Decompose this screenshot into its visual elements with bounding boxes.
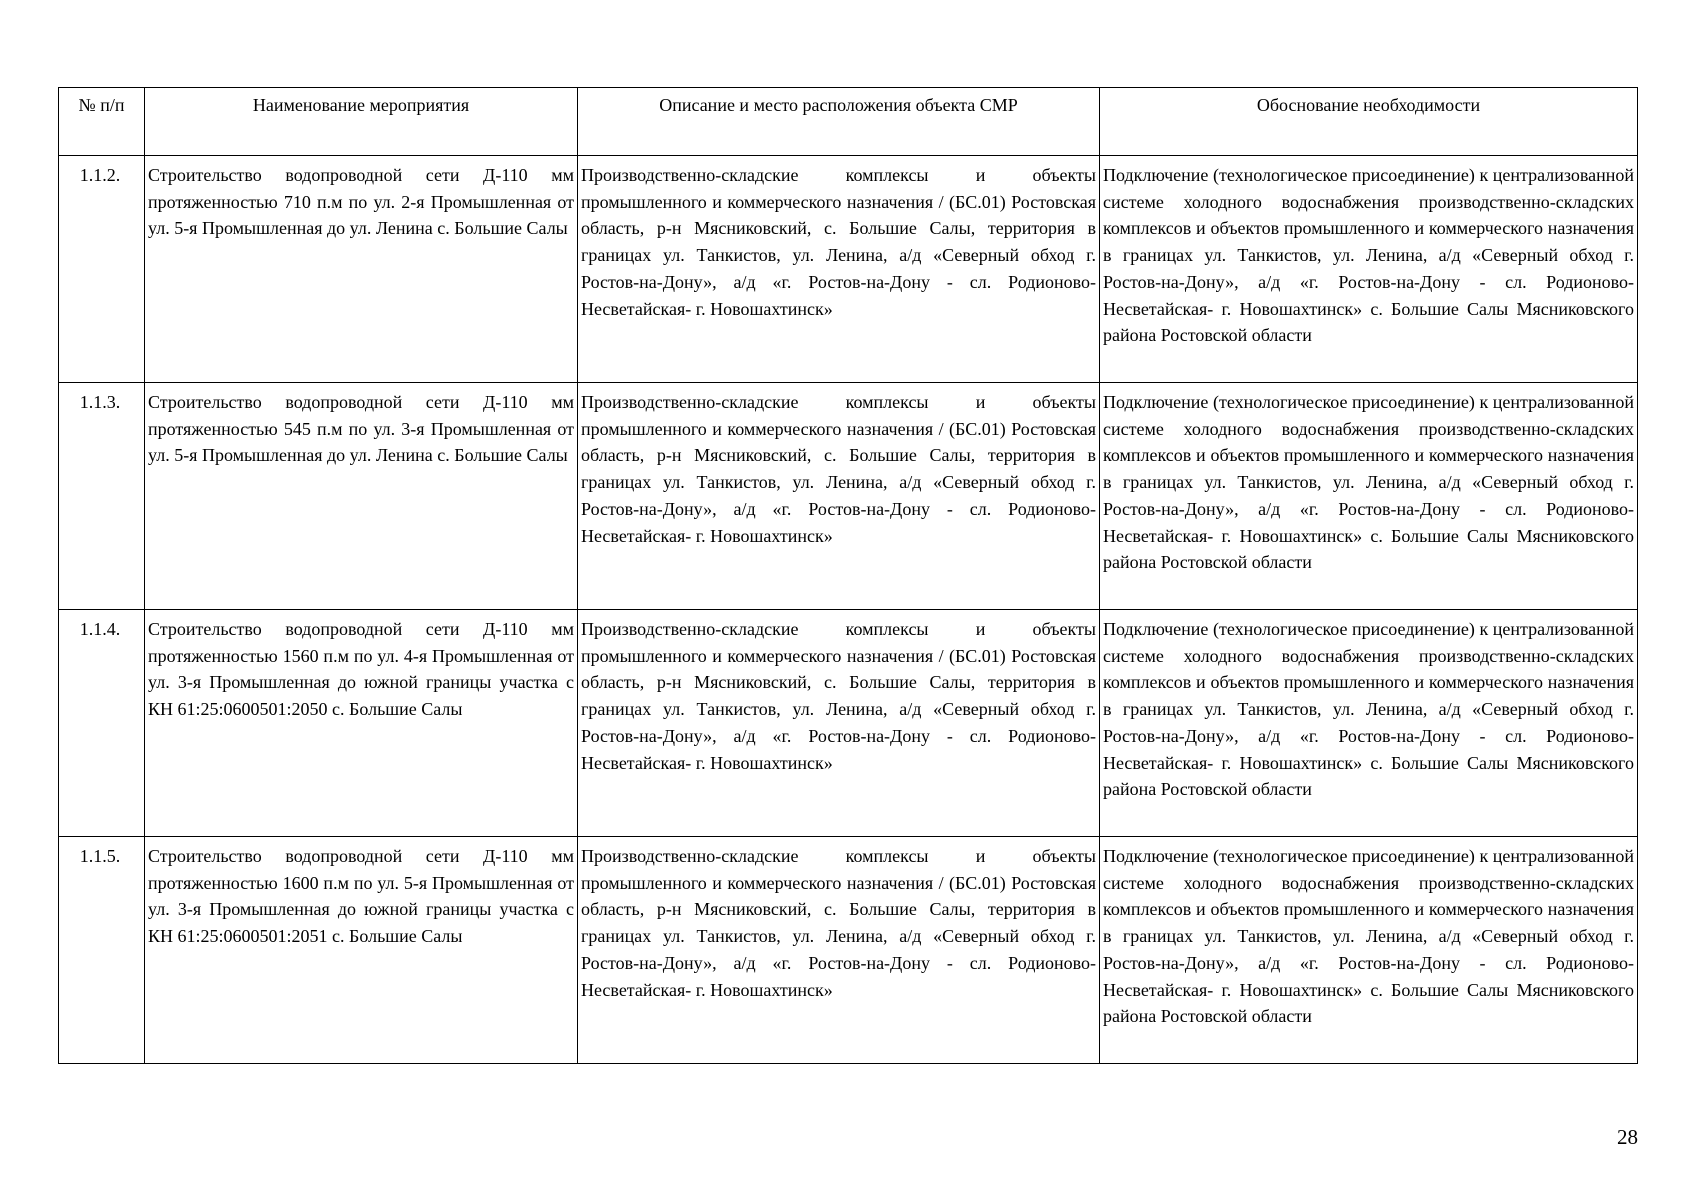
row-justification: Подключение (технологическое присоединение) к централизованной системе холодного водоснабжения производственно-складских комплексов и объектов промышленного и коммерческого назначения в границах ул. Танкистов, ул. Ленина, а/д «Северный обход г. Ростов-на-Дону», а/д «г. Ростов-на-Дону - сл. Родионово-Несветайская- г. Новошахтинск» с. Большие Салы Мясниковского района Ростовской области — [1100, 156, 1638, 383]
measures-table — [58, 87, 1638, 1064]
header-justification: Обоснование необходимости — [1100, 88, 1638, 156]
table-row — [59, 837, 1638, 1064]
row-name: Строительство водопроводной сети Д-110 мм протяженностью 545 п.м по ул. 3-я Промышленная от ул. 5-я Промышленная до ул. Ленина с. Большие Салы — [145, 383, 578, 610]
row-name: Строительство водопроводной сети Д-110 мм протяженностью 1600 п.м по ул. 5-я Промышленная от ул. 3-я Промышленная до южной границы участка с КН 61:25:0600501:2051 с. Большие Салы — [145, 837, 578, 1064]
row-justification: Подключение (технологическое присоединение) к централизованной системе холодного водоснабжения производственно-складских комплексов и объектов промышленного и коммерческого назначения в границах ул. Танкистов, ул. Ленина, а/д «Северный обход г. Ростов-на-Дону», а/д «г. Ростов-на-Дону - сл. Родионово-Несветайская- г. Новошахтинск» с. Большие Салы Мясниковского района Ростовской области — [1100, 383, 1638, 610]
header-description: Описание и место расположения объекта СМР — [578, 88, 1100, 156]
row-description: Производственно-складские комплексы и объекты промышленного и коммерческого назначения / (БС.01) Ростовская область, р-н Мясниковский, с. Большие Салы, территория в границах ул. Танкистов, ул. Ленина, а/д «Северный обход г. Ростов-на-Дону», а/д «г. Ростов-на-Дону - сл. Родионово-Несветайская- г. Новошахтинск» — [578, 383, 1100, 610]
row-justification: Подключение (технологическое присоединение) к централизованной системе холодного водоснабжения производственно-складских комплексов и объектов промышленного и коммерческого назначения в границах ул. Танкистов, ул. Ленина, а/д «Северный обход г. Ростов-на-Дону», а/д «г. Ростов-на-Дону - сл. Родионово-Несветайская- г. Новошахтинск» с. Большие Салы Мясниковского района Ростовской области — [1100, 610, 1638, 837]
row-name: Строительство водопроводной сети Д-110 мм протяженностью 710 п.м по ул. 2-я Промышленная от ул. 5-я Промышленная до ул. Ленина с. Большие Салы — [145, 156, 578, 383]
row-name: Строительство водопроводной сети Д-110 мм протяженностью 1560 п.м по ул. 4-я Промышленная от ул. 3-я Промышленная до южной границы участка с КН 61:25:0600501:2050 с. Большие Салы — [145, 610, 578, 837]
row-description: Производственно-складские комплексы и объекты промышленного и коммерческого назначения / (БС.01) Ростовская область, р-н Мясниковский, с. Большие Салы, территория в границах ул. Танкистов, ул. Ленина, а/д «Северный обход г. Ростов-на-Дону», а/д «г. Ростов-на-Дону - сл. Родионово-Несветайская- г. Новошахтинск» — [578, 156, 1100, 383]
row-num: 1.1.3. — [59, 383, 145, 610]
page-number: 28 — [1617, 1125, 1638, 1149]
row-num: 1.1.2. — [59, 156, 145, 383]
row-num: 1.1.4. — [59, 610, 145, 837]
row-description: Производственно-складские комплексы и объекты промышленного и коммерческого назначения / (БС.01) Ростовская область, р-н Мясниковский, с. Большие Салы, территория в границах ул. Танкистов, ул. Ленина, а/д «Северный обход г. Ростов-на-Дону», а/д «г. Ростов-на-Дону - сл. Родионово-Несветайская- г. Новошахтинск» — [578, 610, 1100, 837]
row-num: 1.1.5. — [59, 837, 145, 1064]
table-row — [59, 610, 1638, 837]
table-row — [59, 383, 1638, 610]
header-name: Наименование мероприятия — [145, 88, 578, 156]
row-description: Производственно-складские комплексы и объекты промышленного и коммерческого назначения / (БС.01) Ростовская область, р-н Мясниковский, с. Большие Салы, территория в границах ул. Танкистов, ул. Ленина, а/д «Северный обход г. Ростов-на-Дону», а/д «г. Ростов-на-Дону - сл. Родионово-Несветайская- г. Новошахтинск» — [578, 837, 1100, 1064]
header-num: № п/п — [59, 88, 145, 156]
table-row — [59, 156, 1638, 383]
row-justification: Подключение (технологическое присоединение) к централизованной системе холодного водоснабжения производственно-складских комплексов и объектов промышленного и коммерческого назначения в границах ул. Танкистов, ул. Ленина, а/д «Северный обход г. Ростов-на-Дону», а/д «г. Ростов-на-Дону - сл. Родионово-Несветайская- г. Новошахтинск» с. Большие Салы Мясниковского района Ростовской области — [1100, 837, 1638, 1064]
table-header-row — [59, 88, 1638, 156]
